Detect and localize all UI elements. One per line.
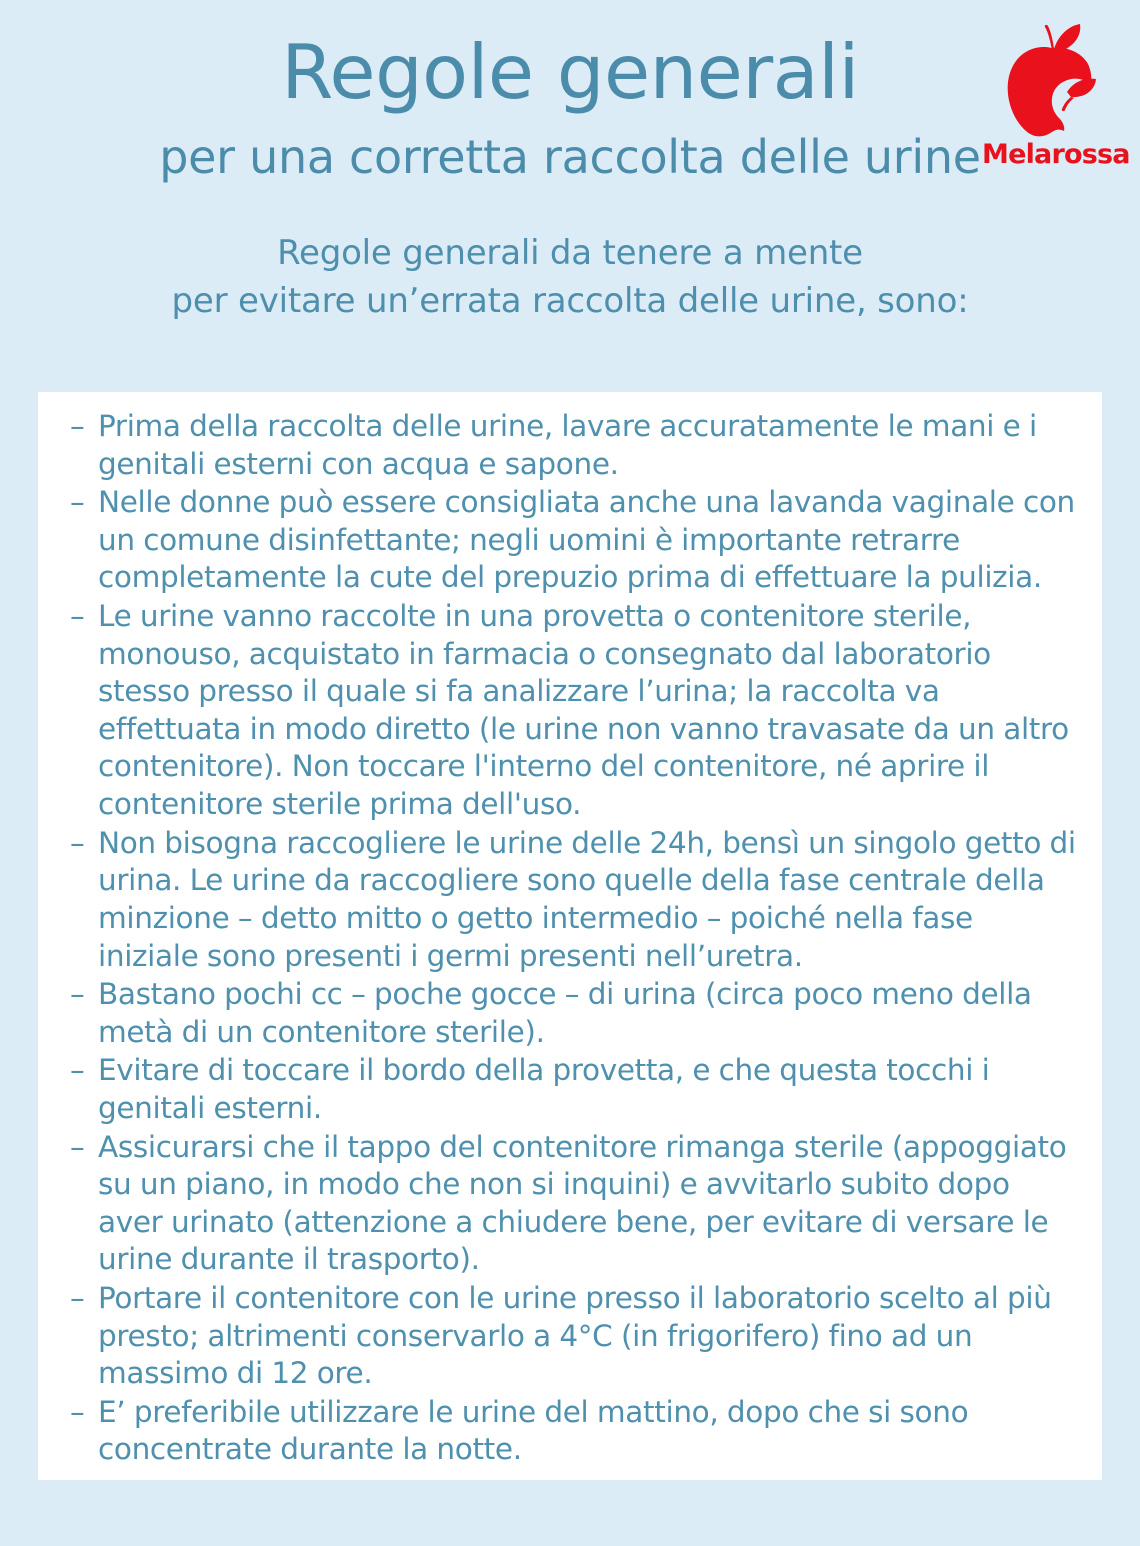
list-item — [64, 1052, 1076, 1127]
rule-text: Le urine vanno raccolte in una provetta o contenitore sterile, monouso, acquistato in farmacia o consegnato dal laboratorio stesso presso il quale si fa analizzare l’urina; la raccolta va effettuata in modo diretto (le urine non vanno travasate da un altro contenitore). Non toccare l'interno del contenitore, né aprire il contenitore sterile prima dell'uso. — [98, 599, 1069, 822]
logo-wordmark: Melarossa — [982, 139, 1130, 170]
rules-list — [64, 408, 1076, 1469]
list-item — [64, 1280, 1076, 1393]
rule-text: Evitare di toccare il bordo della provetta, e che questa tocchi i genitali esterni. — [98, 1053, 990, 1125]
rule-text: Nelle donne può essere consigliata anche una lavanda vaginale con un comune disinfettante; negli uomini è importante retrarre completamente la cute del prepuzio prima di effettuare la pulizia. — [98, 485, 1075, 595]
intro-line-2: per evitare un’errata raccolta delle urine, sono: — [171, 281, 969, 322]
bullet-dash-icon: – — [70, 1281, 85, 1316]
rule-text: Assicurarsi che il tappo del contenitore rimanga sterile (appoggiato su un piano, in modo che non si inquini) e avvitarlo subito dopo aver urinato (attenzione a chiudere bene, per evitare di versare le urine durante il trasporto). — [98, 1129, 1067, 1277]
bullet-dash-icon: – — [70, 599, 85, 634]
bullet-dash-icon: – — [70, 485, 85, 520]
list-item — [64, 484, 1076, 597]
bullet-dash-icon: – — [70, 1394, 85, 1429]
list-item — [64, 825, 1076, 975]
list-item — [64, 1394, 1076, 1469]
bullet-dash-icon: – — [70, 1053, 85, 1088]
rules-card — [38, 392, 1102, 1480]
list-item — [64, 976, 1076, 1051]
melarossa-logo — [982, 22, 1130, 177]
bullet-dash-icon: – — [70, 409, 85, 443]
page-title: Regole generali — [281, 28, 859, 116]
list-item — [64, 1129, 1076, 1279]
page-subtitle: per una corretta raccolta delle urine — [159, 129, 981, 184]
bullet-dash-icon: – — [70, 977, 85, 1012]
intro-line-1: Regole generali da tenere a mente — [277, 232, 863, 273]
rule-text: Bastano pochi cc – poche gocce – di urina (circa poco meno della metà di un contenitore sterile). — [98, 977, 1032, 1049]
rule-text: Non bisogna raccogliere le urine delle 24h, bensì un singolo getto di urina. Le urine da raccogliere sono quelle della fase centrale della minzione – detto mitto o getto intermedio – poiché nella fase iniziale sono presenti i germi presenti nell’uretra. — [98, 825, 1076, 973]
bullet-dash-icon: – — [70, 1129, 85, 1164]
rule-text: Portare il contenitore con le urine presso il laboratorio scelto al più presto; altrimenti conservarlo a 4°C (in frigorifero) fino ad un massimo di 12 ore. — [98, 1281, 1052, 1391]
header — [0, 0, 1140, 325]
bullet-dash-icon: – — [70, 825, 85, 860]
rule-text: E’ preferibile utilizzare le urine del mattino, dopo che si sono concentrate durante la notte. — [98, 1394, 969, 1467]
intro-paragraph — [140, 229, 1000, 326]
list-item — [64, 598, 1076, 824]
list-item — [64, 408, 1076, 483]
rule-text: Prima della raccolta delle urine, lavare accuratamente le mani e i genitali esterni con acqua e sapone. — [98, 409, 1037, 481]
red-apple-icon — [992, 22, 1112, 140]
